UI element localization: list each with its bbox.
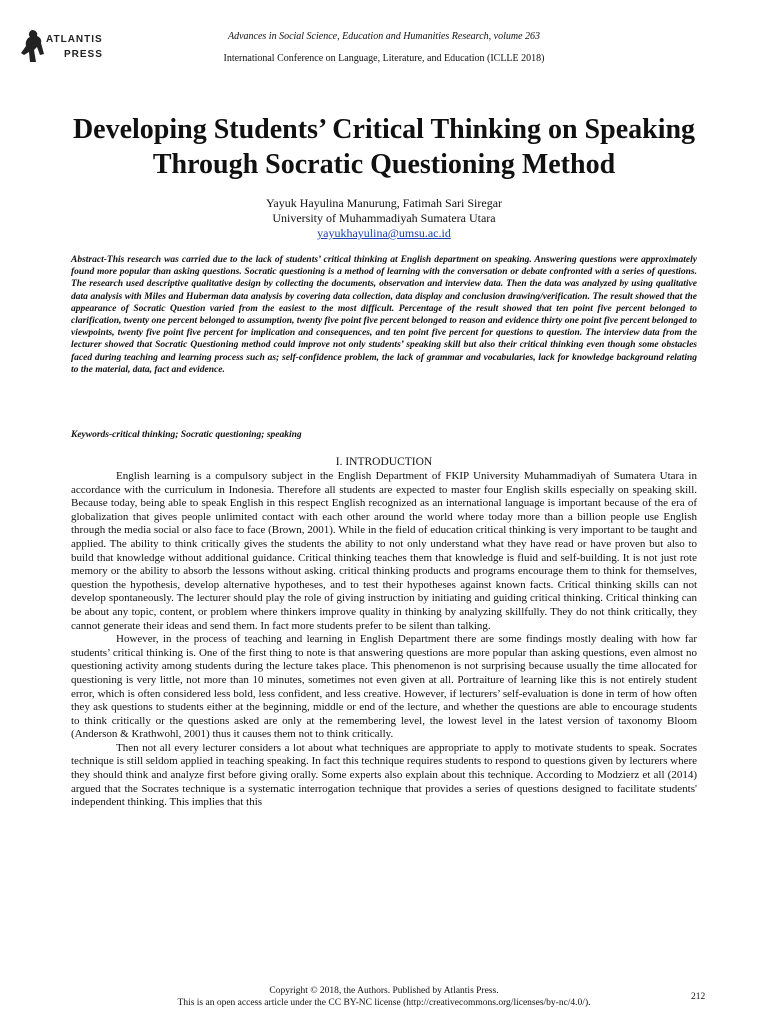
keywords: Keywords-critical thinking; Socratic questioning; speaking — [71, 430, 302, 440]
publisher-name-line1: ATLANTIS — [46, 34, 103, 45]
paragraph: English learning is a compulsory subject in the English Department of FKIP University Muhammadiyah of Sumatera Utara in accordance with the curriculum in Indonesia. Therefore all students are expected to master four English skills especially on speaking skill. Because today, being able to speak English in this respect English recognized as an international language is important because of the era of globalization that gives people unlimited contact with each other around the world where today more than a billion people use English through the media social or also face to face (Brown, 2001). While in the field of education critical thinking is very important to be taught and applied. The ability to think critically gives the students the ability to not only understand what they have read or have proven but also to build that knowledge without additional guidance. Critical thinking teaches them that knowledge is fluid and self-building. It is not just rote memory or the ability to absorb the lessons without asking. critical thinking products and programs encourage them to think for themselves, question the hypothesis, develop alternative hypotheses, and to test their hypotheses against known facts. Critical thinking skills can not develop spontaneously. The lecturer should play the role of giving instruction by initiating and guiding critical thinking. Critical thinking can be about any topic, content, or problem where thinkers improve quality in thinking by analyzing skillfully. They do not think critically, they cannot generate their ideas and send them. In fact more students prefer to be silent than talking. — [71, 470, 697, 632]
conference-header: International Conference on Language, Literature, and Education (ICLLE 2018) — [223, 53, 545, 64]
copyright-notice: Copyright © 2018, the Authors. Published by Atlantis Press. — [269, 986, 499, 996]
author-affiliation: University of Muhammadiyah Sumatera Utara — [272, 211, 496, 225]
author-block — [0, 196, 768, 241]
body-text — [71, 470, 697, 810]
author-email-link[interactable]: yayukhayulina@umsu.ac.id — [317, 226, 451, 240]
paragraph: Then not all every lecturer considers a lot about what techniques are appropriate to apply to motivate students to speak. Socrates technique is still seldom applied in teaching speaking. In fact this technique requires students to respond to questions given by lecturers where they should think and analyze first before giving orally. Some experts also explain about this technique. According to Modzierz et all (2014) argued that the Socrates technique is a systematic interrogation technique that provides a series of questions designed to facilitate students' independent thinking. This implies that this — [71, 741, 697, 809]
paragraph: However, in the process of teaching and learning in English Department there are some findings mostly dealing with how far students’ critical thinking is. One of the first thing to note is that answering questions are more popular than asking questions, even almost no questioning activity among students during the lecture takes place. This phenomenon is not surprising because usually the time allocated for questioning is very little, not more than 10 minutes, sometimes not even given at all. Portraiture of learning like this is not entirely student error, which is often considered less bold, less confident, and less creative. However, if lecturers’ self-evaluation is done in term of how often they ask questions to students either at the beginning, middle or end of the lecture, and whether the questions are able to encourage students to think critically or the questions asked are only at the remembering level, the lowest level in the latest version of taxonomy Bloom (Anderson & Krathwohl, 2001) thus it causes them not to think critically. — [71, 633, 697, 741]
section-heading: I. INTRODUCTION — [335, 456, 433, 468]
paper-title: Developing Students’ Critical Thinking on Speaking Through Socratic Questioning Method — [72, 114, 696, 180]
license-notice: This is an open access article under the CC BY-NC license (http://creativecommons.org/licenses/by-nc/4.0/). — [177, 998, 591, 1008]
journal-header: Advances in Social Science, Education and Humanities Research, volume 263 — [227, 31, 541, 42]
author-names: Yayuk Hayulina Manurung, Fatimah Sari Siregar — [265, 196, 503, 210]
page-number: 212 — [691, 992, 706, 1002]
footer — [0, 985, 768, 1009]
abstract: Abstract-This research was carried due to the lack of students’ critical thinking at English department on speaking. Answering questions were approximately found more popular than asking questions. Socratic questioning is a method of learning with the conversation or debate confronted with a series of questions. The research used descriptive qualitative design by collecting the documents, observation and interview data. Then the data was analyzed by using qualitative data analysis with Miles and Huberman data analysis by covering data collection, data display and conclusion drawing/verification. The result showed that the appearance of Socratic Question varied from the easiest to the most difficult. Percentage of the result showed that ten point five percent belonged to clarification, twenty one percent belonged to assumption, twenty five point five percent belonged to reason and evidence thirty one point five percent belonged to viewpoints, twenty five point five percent for implication and consequences, and ten point five percent for questions to question. The interview data from the lecturer showed that Socratic Questioning method could improve not only students’ speaking skill but also their critical thinking even though some obstacles faced during teaching and learning process such as; self-confidence problem, the lack of grammar and vocabularies, lack for knowledge background relating to the material, data, fact and evidence. — [71, 255, 697, 375]
publisher-name-line2: PRESS — [64, 49, 103, 60]
